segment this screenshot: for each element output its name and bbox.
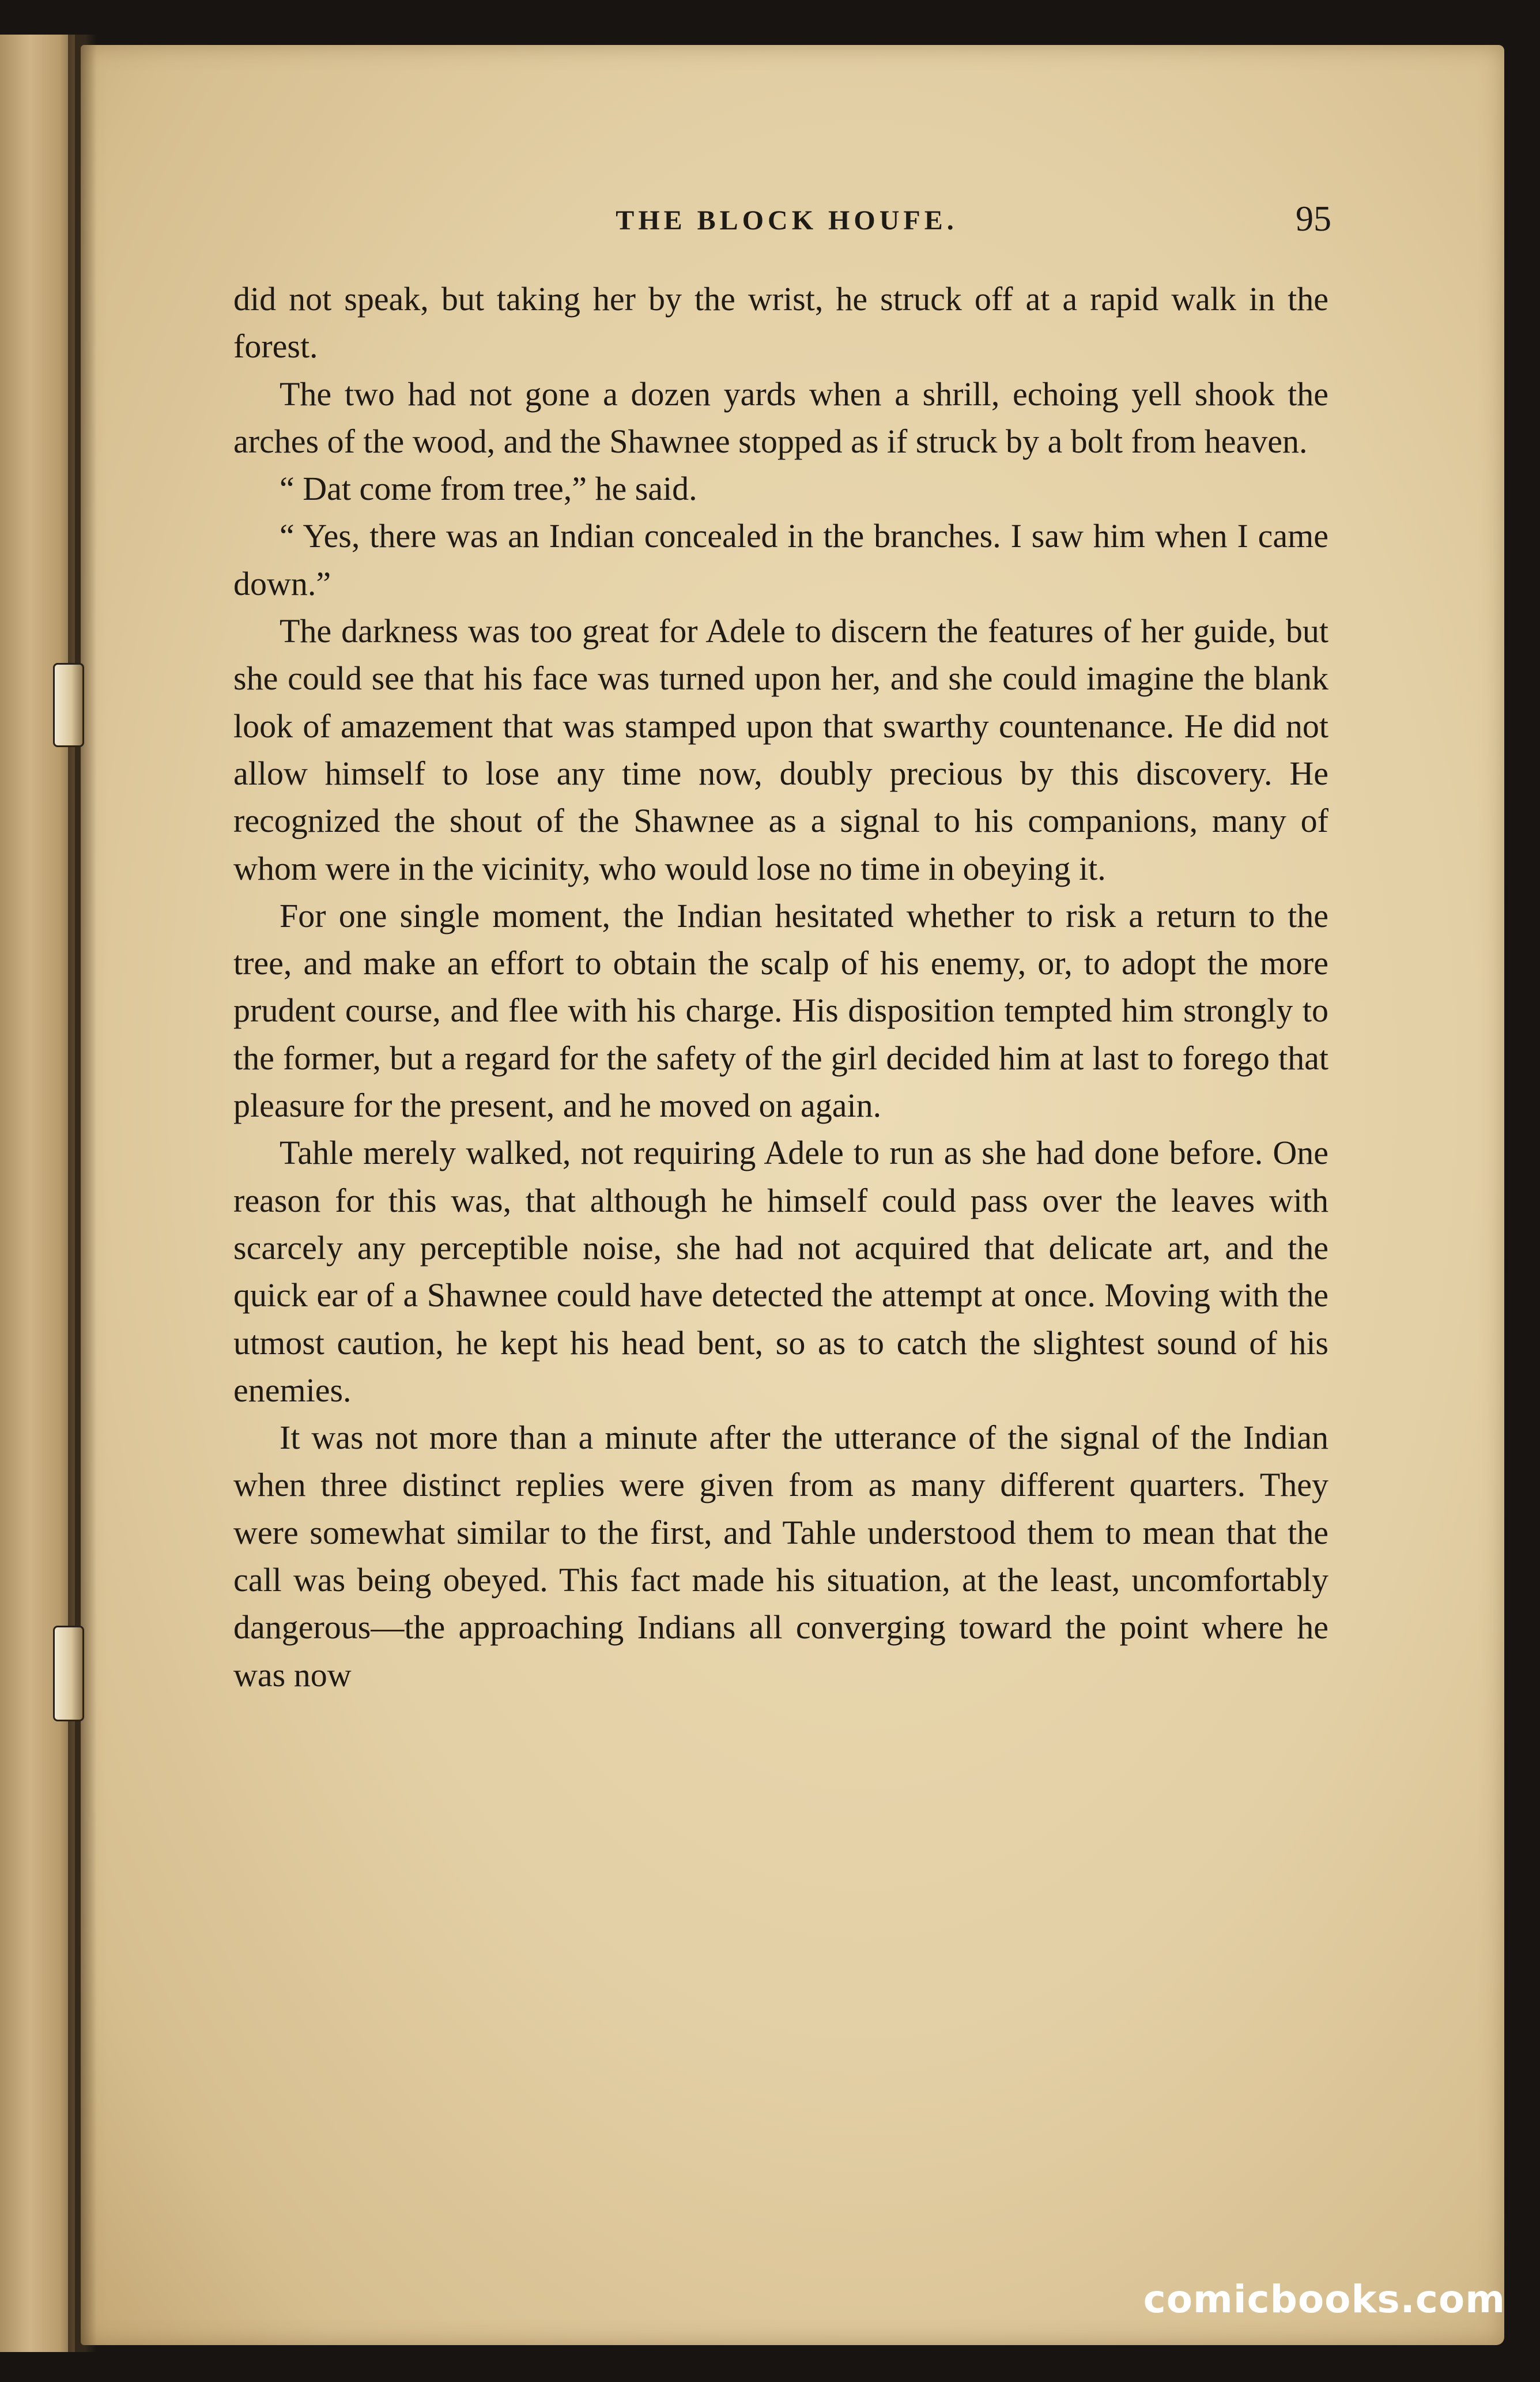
paragraph: Tahle merely walked, not requiring Adele to run as she had done before. One reason for this was, that although he himself could pass over the leaves with scarcely any perceptible noise, she had not acquired that delicate art, and the quick ear of a Shawnee could have detected the attempt at once. Moving with the utmost caution, he kept his head bent, so as to catch the slightest sound of his enemies. — [233, 1134, 1328, 1409]
page-body-text — [233, 276, 1328, 1699]
paragraph: It was not more than a minute after the utterance of the signal of the Indian when three distinct replies were given from as many different quarters. They were somewhat similar to the first, and Tahle understood them to mean that the call was being obeyed. This fact made his situation, at the least, uncomfortably dangerous—the approaching Indians all converging toward the point where he was now — [233, 1419, 1328, 1694]
paragraph-dialogue: “ Dat come from tree,” he said. — [280, 470, 697, 508]
paragraph-continued: did not speak, but taking her by the wrist, he struck off at a rapid walk in the forest. — [233, 280, 1328, 365]
binding-gutter — [68, 35, 97, 2352]
facing-page-edge — [0, 35, 75, 2352]
binding-thread-upper — [53, 663, 84, 747]
paragraph: The darkness was too great for Adele to discern the features of her guide, but she could see that his face was turned upon her, and she could imagine the blank look of amazement that was stamped upon that swarthy countenance. He did not allow himself to lose any time now, doubly precious by this discovery. He recognized the shout of the Shawnee as a signal to his companions, many of whom were in the vicinity, who would lose no time in obeying it. — [233, 612, 1328, 887]
binding-thread-lower — [53, 1626, 84, 1721]
site-watermark: comicbooks.com — [1143, 2277, 1505, 2321]
running-head — [242, 199, 1331, 251]
paragraph-dialogue: “ Yes, there was an Indian concealed in the branches. I saw him when I came down.” — [233, 517, 1328, 602]
paragraph: The two had not gone a dozen yards when a shrill, echoing yell shook the arches of the wood, and the Shawnee stopped as if struck by a bolt from heaven. — [233, 375, 1328, 460]
paragraph: For one single moment, the Indian hesitated whether to risk a return to the tree, and make an effort to obtain the scalp of his enemy, or, to adopt the more prudent course, and flee with his charge. His disposition tempted him strongly to the former, but a regard for the safety of the girl decided him at last to forego that pleasure for the present, and he moved on again. — [233, 896, 1328, 1125]
page-number: 95 — [1296, 199, 1331, 239]
running-head-title: THE BLOCK HOUFE. — [616, 205, 958, 236]
